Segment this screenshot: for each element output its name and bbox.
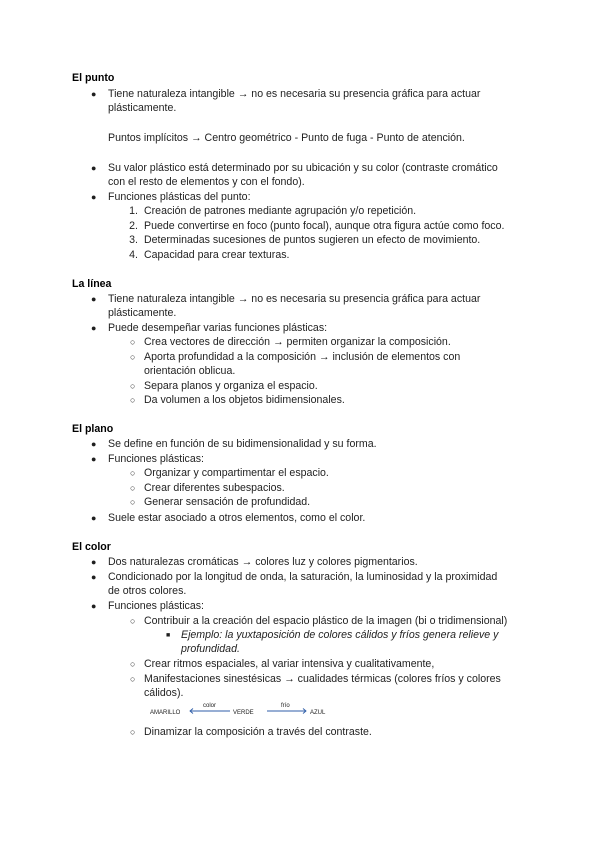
plano-bullet3: Suele estar asociado a otros elementos, como el color.	[108, 512, 366, 524]
punto-bullet2-line1: Su valor plástico está determinado por su ubicación y su color (contraste cromático	[108, 162, 498, 174]
list-number: 2.	[129, 220, 138, 232]
color-sub4: Dinamizar la composición a través del contraste.	[144, 726, 372, 738]
diagram-label-azul: AZUL	[310, 710, 326, 716]
bullet-icon: ●	[91, 323, 97, 333]
diagram-label-verde: VERDE	[233, 710, 254, 716]
plano-sub3: Generar sensación de profundidad.	[144, 496, 311, 508]
color-example-line2: profundidad.	[181, 643, 240, 655]
bullet-icon: ●	[91, 294, 97, 304]
circle-bullet-icon: ○	[130, 483, 136, 493]
section-heading-linea: La línea	[72, 278, 112, 290]
linea-sub2-line2: orientación oblicua.	[144, 365, 236, 377]
plano-sub1: Organizar y compartimentar el espacio.	[144, 467, 329, 479]
list-item: Puede convertirse en foco (punto focal), aunque otra figura actúe como foco.	[144, 220, 505, 232]
list-item: Determinadas sucesiones de puntos sugieren un efecto de movimiento.	[144, 234, 481, 246]
square-bullet-icon: ■	[166, 632, 171, 639]
punto-bullet3: Funciones plásticas del punto:	[108, 191, 251, 203]
linea-bullet2: Puede desempeñar varias funciones plásticas:	[108, 322, 328, 334]
punto-bullet2-line2: con el resto de elementos y con el fondo).	[108, 176, 305, 188]
color-sub3-line1: Manifestaciones sinestésicas → cualidades térmicas (colores fríos y colores	[144, 673, 501, 685]
circle-bullet-icon: ○	[130, 337, 136, 347]
circle-bullet-icon: ○	[130, 497, 136, 507]
list-number: 4.	[129, 249, 138, 261]
plano-sub2: Crear diferentes subespacios.	[144, 482, 285, 494]
color-bullet2-line1: Condicionado por la longitud de onda, la saturación, la luminosidad y la proximidad	[108, 571, 498, 583]
plano-bullet2: Funciones plásticas:	[108, 453, 204, 465]
circle-bullet-icon: ○	[130, 468, 136, 478]
linea-bullet1-line2: plásticamente.	[108, 307, 177, 319]
punto-bullet1-line2: plásticamente.	[108, 102, 177, 114]
circle-bullet-icon: ○	[130, 395, 136, 405]
bullet-icon: ●	[91, 513, 97, 523]
plano-bullet1: Se define en función de su bidimensionalidad y su forma.	[108, 438, 377, 450]
circle-bullet-icon: ○	[130, 674, 136, 684]
bullet-icon: ●	[91, 572, 97, 582]
color-bullet2-line2: de otros colores.	[108, 585, 187, 597]
list-number: 3.	[129, 234, 138, 246]
linea-sub1: Crea vectores de dirección → permiten organizar la composición.	[144, 336, 451, 348]
list-item: Capacidad para crear texturas.	[144, 249, 290, 261]
linea-bullet1-line1: Tiene naturaleza intangible → no es necesaria su presencia gráfica para actuar	[108, 293, 481, 305]
linea-sub4: Da volumen a los objetos bidimensionales.	[144, 394, 345, 406]
list-item: Creación de patrones mediante agrupación y/o repetición.	[144, 205, 417, 217]
linea-sub3: Separa planos y organiza el espacio.	[144, 380, 318, 392]
bullet-icon: ●	[91, 454, 97, 464]
color-temperature-diagram	[150, 703, 340, 719]
diagram-label-amarillo: AMARILLO	[150, 710, 181, 716]
bullet-icon: ●	[91, 192, 97, 202]
color-sub2: Crear ritmos espaciales, al variar intensiva y cualitativamente,	[144, 658, 435, 670]
color-sub3-line2: cálidos).	[144, 687, 184, 699]
diagram-label-color: color	[203, 703, 217, 709]
circle-bullet-icon: ○	[130, 352, 136, 362]
punto-implicitos: Puntos implícitos → Centro geométrico - Punto de fuga - Punto de atención.	[108, 132, 465, 144]
bullet-icon: ●	[91, 163, 97, 173]
section-heading-plano: El plano	[72, 423, 114, 435]
bullet-icon: ●	[91, 601, 97, 611]
section-heading-punto: El punto	[72, 72, 115, 84]
circle-bullet-icon: ○	[130, 659, 136, 669]
color-bullet1: Dos naturalezas cromáticas → colores luz y colores pigmentarios.	[108, 556, 418, 568]
list-number: 1.	[129, 205, 138, 217]
color-sub1: Contribuir a la creación del espacio plástico de la imagen (bi o tridimensional)	[144, 615, 508, 627]
bullet-icon: ●	[91, 439, 97, 449]
bullet-icon: ●	[91, 89, 97, 99]
section-heading-color: El color	[72, 541, 111, 553]
circle-bullet-icon: ○	[130, 381, 136, 391]
diagram-label-frio: frío	[281, 703, 290, 709]
circle-bullet-icon: ○	[130, 616, 136, 626]
color-bullet3: Funciones plásticas:	[108, 600, 204, 612]
bullet-icon: ●	[91, 557, 97, 567]
linea-sub2-line1: Aporta profundidad a la composición → inclusión de elementos con	[144, 351, 461, 363]
punto-bullet1-line1: Tiene naturaleza intangible → no es necesaria su presencia gráfica para actuar	[108, 88, 481, 100]
circle-bullet-icon: ○	[130, 727, 136, 737]
color-example-line1: Ejemplo: la yuxtaposición de colores cálidos y fríos genera relieve y	[181, 629, 499, 641]
